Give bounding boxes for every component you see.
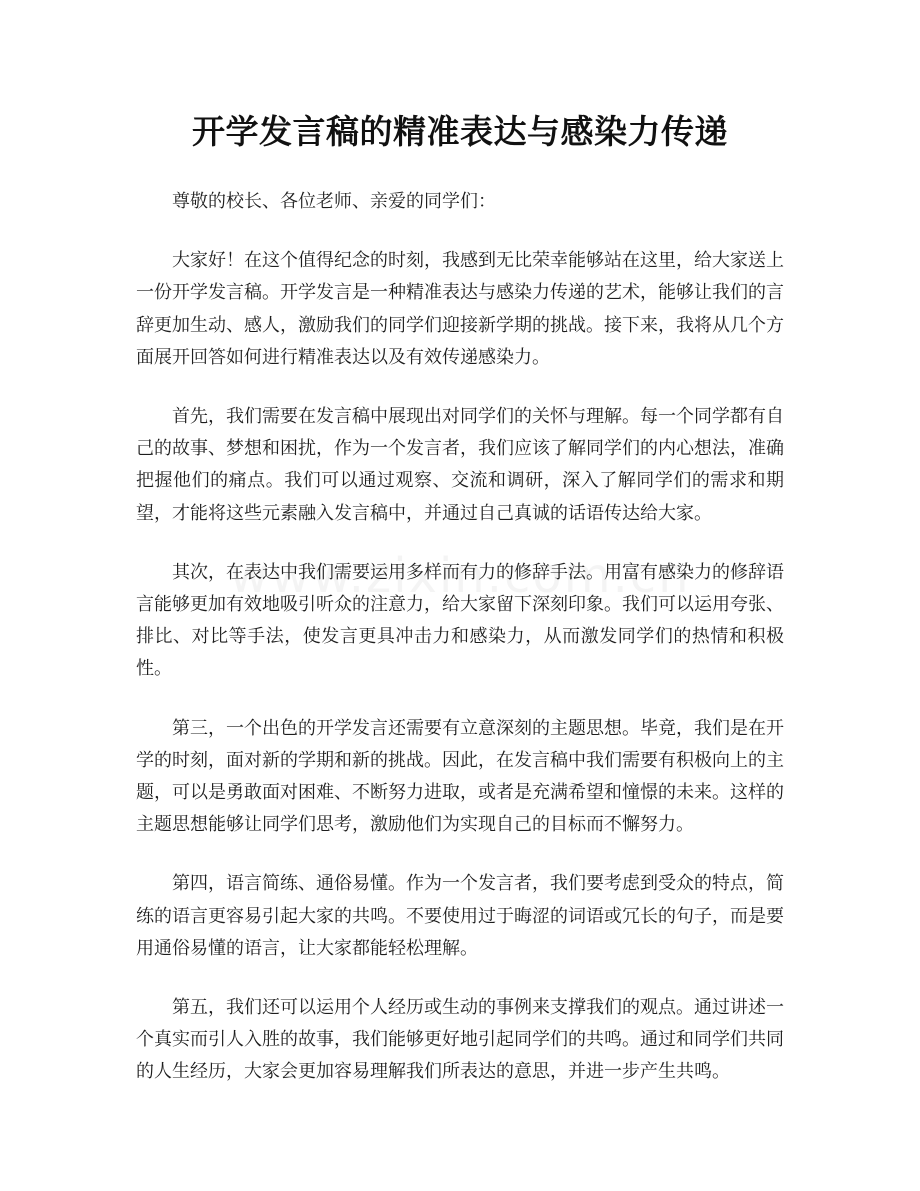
document-title: 开学发言稿的精准表达与感染力传递 xyxy=(192,112,728,151)
paragraph-salutation: 尊敬的校长、各位老师、亲爱的同学们： xyxy=(172,191,496,212)
paragraph-second: 其次，在表达中我们需要运用多样而有力的修辞手法。用富有感染力的修辞语言能够更加有效地吸引听众的注意力，给大家留下深刻印象。我们可以运用夸张、排比、对比等手法，使发言更具冲击力和感染力，从而激发同学们的热情和积极性。 xyxy=(136,561,784,680)
document-body xyxy=(136,186,784,1116)
paragraph-first: 首先，我们需要在发言稿中展现出对同学们的关怀与理解。每一个同学都有自己的故事、梦想和困扰，作为一个发言者，我们应该了解同学们的内心想法，准确把握他们的痛点。我们可以通过观察、交流和调研，深入了解同学们的需求和期望，才能将这些元素融入发言稿中，并通过自己真诚的话语传达给大家。 xyxy=(136,406,784,524)
paragraph-fifth: 第五，我们还可以运用个人经历或生动的事例来支撑我们的观点。通过讲述一个真实而引人入胜的故事，我们能够更好地引起同学们的共鸣。通过和同学们共同的人生经历，大家会更加容易理解我们所表达的意思，并进一步产生共鸣。 xyxy=(136,997,784,1083)
paragraph-intro: 大家好！在这个值得纪念的时刻，我感到无比荣幸能够站在这里，给大家送上一份开学发言稿。开学发言是一种精准表达与感染力传递的艺术，能够让我们的言辞更加生动、感人，激励我们的同学们迎接新学期的挑战。接下来，我将从几个方面展开回答如何进行精准表达以及有效传递感染力。 xyxy=(136,250,784,368)
paragraph-fourth: 第四，语言简练、通俗易懂。作为一个发言者，我们要考虑到受众的特点，简练的语言更容易引起大家的共鸣。不要使用过于晦涩的词语或冗长的句子，而是要用通俗易懂的语言，让大家都能轻松理解。 xyxy=(136,873,784,959)
paragraph-third: 第三，一个出色的开学发言还需要有立意深刻的主题思想。毕竟，我们是在开学的时刻，面对新的学期和新的挑战。因此，在发言稿中我们需要有积极向上的主题，可以是勇敢面对困难、不断努力进取，或者是充满希望和憧憬的未来。这样的主题思想能够让同学们思考，激励他们为实现自己的目标而不懈努力。 xyxy=(136,717,784,836)
